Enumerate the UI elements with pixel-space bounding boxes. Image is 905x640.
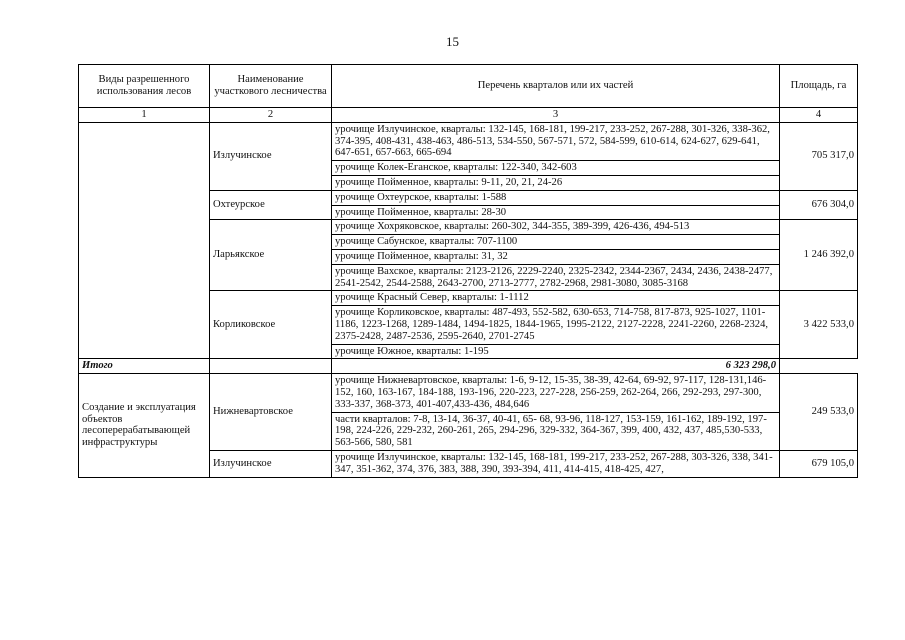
quarters-cell: урочище Охтеурское, кварталы: 1-588 (332, 190, 780, 205)
quarters-cell: урочище Пойменное, кварталы: 28-30 (332, 205, 780, 220)
header-usage: Виды разрешенного использования лесов (79, 65, 210, 108)
quarters-cell: урочище Южное, кварталы: 1-195 (332, 344, 780, 359)
column-number-row (79, 108, 858, 123)
usage-cell-empty (79, 122, 210, 359)
area-cell: 1 246 392,0 (780, 220, 858, 291)
quarters-cell: урочище Излучинское, кварталы: 132-145, 168-181, 199-217, 233-252, 267-288, 301-326, 338-362, 374-395, 408-431, 438-463, 486-513, 534-550, 567-571, 572, 584-599, 610-614, 624-627, 629-641, 647-651, 657-663, 665-694 (332, 122, 780, 160)
quarters-cell: урочище Сабунское, кварталы: 707-1100 (332, 235, 780, 250)
area-cell: 705 317,0 (780, 122, 858, 190)
column-number: 3 (332, 108, 780, 123)
area-cell: 679 105,0 (780, 450, 858, 477)
quarters-cell: урочище Нижневартовское, кварталы: 1-6, 9-12, 15-35, 38-39, 42-64, 69-92, 97-117, 128-131,146-152, 160, 163-167, 184-188, 193-196, 220-223, 227-228, 256-259, 262-264, 266, 292-293, 297-300, 333-337, 368-373, 401-407,433-436, 484,646 (332, 374, 780, 412)
page-number: 15 (446, 34, 459, 49)
usage-type: Создание и эксплуатация объектов лесоперерабатывающей инфраструктуры (79, 374, 210, 477)
quarters-cell: урочище Корликовское, кварталы: 487-493, 552-582, 630-653, 714-758, 817-873, 925-1027, 1101-1186, 1223-1268, 1289-1484, 1494-1825, 1844-1965, 1995-2122, 2127-2228, 2241-2260, 2268-2324, 2375-2428, 2487-2536, 2595-2640, 2701-2745 (332, 306, 780, 344)
forestry-name: Корликовское (210, 291, 332, 359)
forestry-name: Излучинское (210, 122, 332, 190)
quarters-cell: части кварталов: 7-8, 13-14, 36-37, 40-41, 65- 68, 93-96, 118-127, 153-159, 161-162, 189-192, 197-198, 224-226, 229-232, 260-261, 265, 294-296, 329-332, 364-367, 399, 400, 432, 437, 485,530-533, 563-566, 580, 581 (332, 412, 780, 450)
quarters-cell: урочище Колек-Еганское, кварталы: 122-340, 342-603 (332, 161, 780, 176)
table-row (79, 374, 858, 412)
quarters-cell: урочище Излучинское, кварталы: 132-145, 168-181, 199-217, 233-252, 267-288, 303-326, 338, 341-347, 351-362, 374, 376, 383, 388, 390, 393-394, 411, 414-415, 418-425, 427, (332, 450, 780, 477)
forestry-name: Охтеурское (210, 190, 332, 220)
total-area: 6 323 298,0 (332, 359, 780, 374)
header-forestry: Наименование участкового лесничества (210, 65, 332, 108)
quarters-cell: урочище Пойменное, кварталы: 9-11, 20, 21, 24-26 (332, 175, 780, 190)
quarters-cell: урочище Хохряковское, кварталы: 260-302, 344-355, 389-399, 426-436, 494-513 (332, 220, 780, 235)
forestry-name: Нижневартовское (210, 374, 332, 451)
forest-usage-table (78, 64, 858, 478)
area-cell: 3 422 533,0 (780, 291, 858, 359)
area-cell: 249 533,0 (780, 374, 858, 451)
forestry-name: Ларьякское (210, 220, 332, 291)
quarters-cell: урочище Красный Север, кварталы: 1-1112 (332, 291, 780, 306)
column-number: 2 (210, 108, 332, 123)
quarters-cell: урочище Пойменное, кварталы: 31, 32 (332, 249, 780, 264)
column-number: 4 (780, 108, 858, 123)
total-label: Итого (79, 359, 210, 374)
total-empty (210, 359, 332, 374)
header-area: Площадь, га (780, 65, 858, 108)
table-row (79, 122, 858, 160)
header-quarters: Перечень кварталов или их частей (332, 65, 780, 108)
quarters-cell: урочище Вахское, кварталы: 2123-2126, 2229-2240, 2325-2342, 2344-2367, 2434, 2436, 2438-2477, 2541-2542, 2544-2588, 2643-2700, 2713-2777, 2782-2968, 2981-3080, 3085-3168 (332, 264, 780, 291)
total-row (79, 359, 858, 374)
forestry-name: Излучинское (210, 450, 332, 477)
column-number: 1 (79, 108, 210, 123)
area-cell: 676 304,0 (780, 190, 858, 220)
header-row (79, 65, 858, 108)
